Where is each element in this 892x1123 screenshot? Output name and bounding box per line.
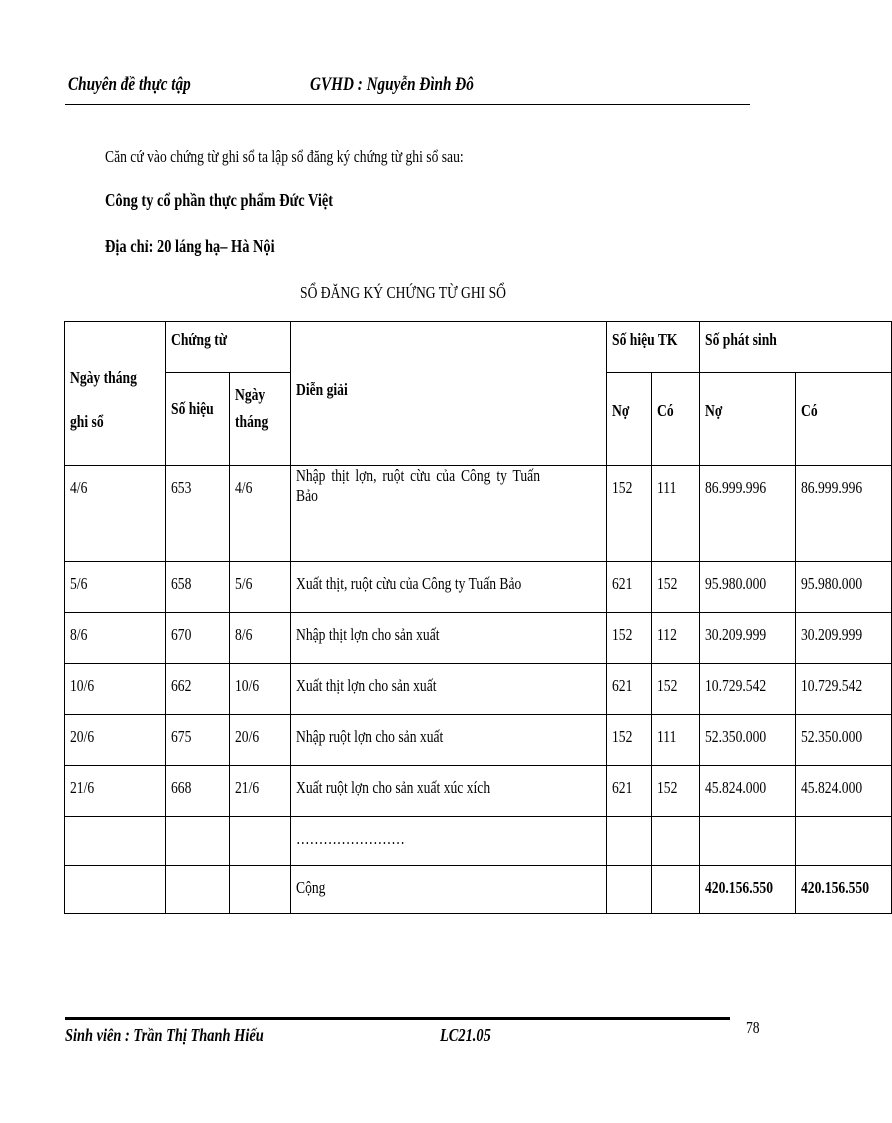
table-row [65, 715, 892, 766]
cell-date: 21/6 [65, 766, 166, 817]
student-name: Sinh viên : Trần Thị Thanh Hiếu [65, 1025, 264, 1045]
cell-account-credit: 111 [652, 466, 700, 562]
cell-empty [796, 817, 892, 866]
intro-text: Căn cứ vào chứng từ ghi sổ ta lập sổ đăng ký chứng từ ghi sổ sau: [105, 147, 464, 166]
cell-description: Nhập thịt lợn cho sản xuất [291, 613, 607, 664]
cell-amount-credit: 10.729.542 [796, 664, 892, 715]
company-address: Địa chỉ: 20 láng hạ– Hà Nội [105, 236, 275, 256]
cell-empty [166, 866, 230, 914]
cell-voucher-no: 668 [166, 766, 230, 817]
cell-amount-debit: 86.999.996 [700, 466, 796, 562]
cell-total-label: Cộng [291, 866, 607, 914]
cell-amount-debit: 45.824.000 [700, 766, 796, 817]
cell-account-debit: 621 [607, 562, 652, 613]
col-header-description: Diễn giải [291, 322, 607, 466]
cell-description: Nhập thịt lợn, ruột cừu của Công ty Tuấn Bảo [291, 466, 607, 562]
cell-account-debit: 152 [607, 715, 652, 766]
table-total-row [65, 866, 892, 914]
cell-voucher-no: 653 [166, 466, 230, 562]
cell-empty [652, 817, 700, 866]
table-row [65, 664, 892, 715]
company-name: Công ty cổ phần thực phẩm Đức Việt [105, 190, 334, 210]
table-header-row [65, 322, 892, 373]
cell-account-debit: 152 [607, 613, 652, 664]
cell-description: Xuất ruột lợn cho sản xuất xúc xích [291, 766, 607, 817]
cell-date: 4/6 [65, 466, 166, 562]
cell-empty [230, 817, 291, 866]
col-header-amount-credit: Có [796, 373, 892, 466]
cell-voucher-no: 670 [166, 613, 230, 664]
col-header-voucher: Chứng từ [166, 322, 291, 373]
cell-amount-debit: 30.209.999 [700, 613, 796, 664]
cell-account-credit: 112 [652, 613, 700, 664]
cell-empty [65, 817, 166, 866]
col-header-amount-debit: Nợ [700, 373, 796, 466]
cell-account-debit: 621 [607, 664, 652, 715]
cell-voucher-date: 10/6 [230, 664, 291, 715]
ledger-title: SỔ ĐĂNG KÝ CHỨNG TỪ GHI SỔ [300, 283, 506, 302]
cell-amount-credit: 45.824.000 [796, 766, 892, 817]
class-code: LC21.05 [440, 1025, 491, 1045]
col-header-date: Ngày tháng ghi sổ [65, 322, 166, 466]
cell-amount-credit: 86.999.996 [796, 466, 892, 562]
table-row-ellipsis [65, 817, 892, 866]
cell-account-debit: 621 [607, 766, 652, 817]
cell-account-credit: 111 [652, 715, 700, 766]
cell-amount-debit: 52.350.000 [700, 715, 796, 766]
col-header-voucher-date: Ngày tháng [230, 373, 291, 466]
document-topic: Chuyên đề thực tập [68, 74, 191, 95]
footer-divider [65, 1017, 730, 1020]
col-header-account-credit: Có [652, 373, 700, 466]
cell-description: Xuất thịt, ruột cừu của Công ty Tuấn Bảo [291, 562, 607, 613]
cell-account-credit: 152 [652, 562, 700, 613]
cell-total-debit: 420.156.550 [700, 866, 796, 914]
cell-account-credit: 152 [652, 664, 700, 715]
cell-voucher-date: 5/6 [230, 562, 291, 613]
cell-date: 5/6 [65, 562, 166, 613]
cell-amount-debit: 10.729.542 [700, 664, 796, 715]
supervisor-name: GVHD : Nguyễn Đình Đô [310, 74, 474, 95]
table-row [65, 613, 892, 664]
col-header-amount: Số phát sinh [700, 322, 892, 373]
col-header-account-debit: Nợ [607, 373, 652, 466]
cell-ellipsis: …………………… [291, 817, 607, 866]
page-number: 78 [746, 1018, 760, 1037]
cell-amount-credit: 95.980.000 [796, 562, 892, 613]
cell-description: Xuất thịt lợn cho sản xuất [291, 664, 607, 715]
cell-total-credit: 420.156.550 [796, 866, 892, 914]
cell-amount-credit: 52.350.000 [796, 715, 892, 766]
cell-empty [166, 817, 230, 866]
cell-account-debit: 152 [607, 466, 652, 562]
header-divider [65, 104, 750, 105]
table-row [65, 766, 892, 817]
ledger-table [64, 321, 892, 914]
cell-voucher-no: 662 [166, 664, 230, 715]
cell-empty [652, 866, 700, 914]
cell-voucher-no: 658 [166, 562, 230, 613]
cell-amount-debit: 95.980.000 [700, 562, 796, 613]
cell-description: Nhập ruột lợn cho sản xuất [291, 715, 607, 766]
table-row [65, 466, 892, 562]
cell-date: 20/6 [65, 715, 166, 766]
cell-voucher-date: 21/6 [230, 766, 291, 817]
col-header-voucher-no: Số hiệu [166, 373, 230, 466]
cell-empty [65, 866, 166, 914]
cell-voucher-no: 675 [166, 715, 230, 766]
table-row [65, 562, 892, 613]
cell-amount-credit: 30.209.999 [796, 613, 892, 664]
cell-empty [230, 866, 291, 914]
cell-date: 8/6 [65, 613, 166, 664]
col-header-account: Số hiệu TK [607, 322, 700, 373]
cell-empty [700, 817, 796, 866]
cell-empty [607, 866, 652, 914]
cell-voucher-date: 20/6 [230, 715, 291, 766]
cell-date: 10/6 [65, 664, 166, 715]
cell-empty [607, 817, 652, 866]
cell-voucher-date: 8/6 [230, 613, 291, 664]
cell-voucher-date: 4/6 [230, 466, 291, 562]
cell-account-credit: 152 [652, 766, 700, 817]
